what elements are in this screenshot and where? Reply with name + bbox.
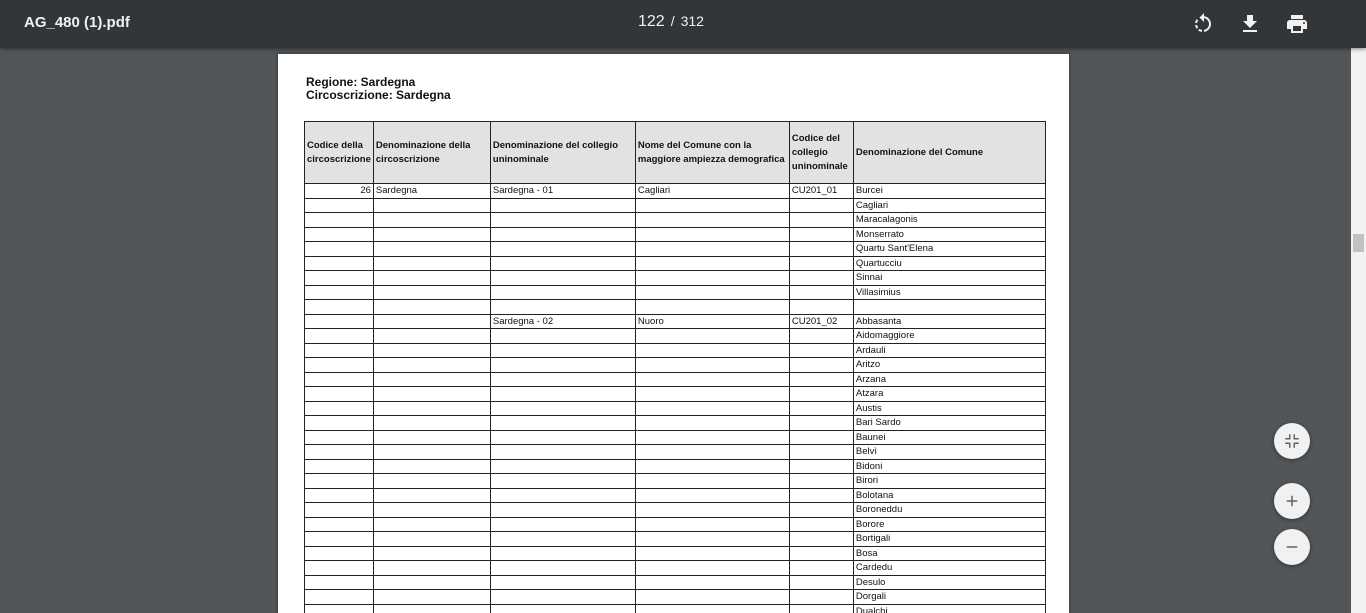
cell-collegio [490,561,635,576]
cell-comune-maggiore: Nuoro [635,314,789,329]
table-row [305,213,1046,228]
cell-denominazione-circoscrizione [373,416,490,431]
cell-comune: Boroneddu [853,503,1045,518]
table-row [305,430,1046,445]
cell-comune-maggiore [635,343,789,358]
cell-codice-circoscrizione [305,242,374,257]
rotate-icon[interactable] [1191,12,1215,36]
cell-comune-maggiore [635,227,789,242]
cell-comune-maggiore [635,416,789,431]
document-title: AG_480 (1).pdf [24,14,130,31]
table-row [305,561,1046,576]
cell-codice-collegio [789,488,853,503]
cell-codice-circoscrizione [305,590,374,605]
cell-codice-circoscrizione: 26 [305,184,374,199]
zoom-in-button[interactable] [1274,483,1310,519]
cell-codice-circoscrizione [305,459,374,474]
cell-comune: Dorgali [853,590,1045,605]
table-row [305,271,1046,286]
table-row [305,372,1046,387]
cell-comune-maggiore [635,329,789,344]
cell-collegio [490,198,635,213]
cell-collegio: Sardegna - 01 [490,184,635,199]
cell-codice-collegio [789,546,853,561]
cell-collegio [490,256,635,271]
cell-comune-maggiore [635,503,789,518]
cell-codice-circoscrizione [305,227,374,242]
cell-codice-collegio [789,358,853,373]
cell-codice-collegio [789,517,853,532]
cell-codice-circoscrizione [305,503,374,518]
cell-denominazione-circoscrizione: Sardegna [373,184,490,199]
table-row [305,575,1046,590]
cell-codice-circoscrizione [305,213,374,228]
cell-denominazione-circoscrizione [373,285,490,300]
cell-comune-maggiore [635,387,789,402]
cell-codice-circoscrizione [305,300,374,315]
cell-codice-circoscrizione [305,358,374,373]
cell-comune: Austis [853,401,1045,416]
table-row [305,401,1046,416]
cell-comune-maggiore [635,242,789,257]
cell-codice-circoscrizione [305,401,374,416]
cell-codice-collegio [789,256,853,271]
cell-collegio [490,213,635,228]
cell-collegio [490,590,635,605]
cell-collegio [490,488,635,503]
cell-codice-circoscrizione [305,430,374,445]
cell-denominazione-circoscrizione [373,430,490,445]
cell-comune: Desulo [853,575,1045,590]
pdf-toolbar [0,0,1366,48]
cell-comune: Quartucciu [853,256,1045,271]
cell-codice-circoscrizione [305,198,374,213]
cell-codice-circoscrizione [305,271,374,286]
cell-denominazione-circoscrizione [373,242,490,257]
cell-codice-collegio [789,474,853,489]
cell-comune: Aidomaggiore [853,329,1045,344]
cell-comune-maggiore [635,430,789,445]
table-row [305,256,1046,271]
cell-collegio [490,401,635,416]
cell-comune: Maracalagonis [853,213,1045,228]
cell-denominazione-circoscrizione [373,546,490,561]
header-denominazione-circoscrizione: Denominazione della circoscrizione [373,122,490,184]
cell-comune: Arzana [853,372,1045,387]
cell-codice-collegio [789,416,853,431]
cell-collegio [490,604,635,613]
cell-codice-collegio [789,271,853,286]
cell-codice-circoscrizione [305,343,374,358]
cell-comune-maggiore [635,517,789,532]
cell-collegio [490,358,635,373]
cell-codice-collegio [789,604,853,613]
page-separator: / [670,13,675,29]
cell-collegio [490,430,635,445]
cell-codice-circoscrizione [305,575,374,590]
table-row [305,488,1046,503]
cell-comune: Bortigali [853,532,1045,547]
cell-comune [853,300,1045,315]
cell-codice-circoscrizione [305,532,374,547]
table-row [305,532,1046,547]
header-codice-collegio: Codice del collegio uninominale [789,122,853,184]
vertical-scrollbar[interactable] [1351,48,1366,613]
cell-comune-maggiore [635,285,789,300]
cell-denominazione-circoscrizione [373,517,490,532]
cell-denominazione-circoscrizione [373,561,490,576]
cell-denominazione-circoscrizione [373,300,490,315]
table-row [305,474,1046,489]
collegi-table [304,121,1046,613]
cell-denominazione-circoscrizione [373,590,490,605]
header-nome-comune-maggiore: Nome del Comune con la maggiore ampiezza demografica [635,122,789,184]
page-counter [638,13,704,31]
cell-denominazione-circoscrizione [373,459,490,474]
cell-denominazione-circoscrizione [373,314,490,329]
pdf-page [278,54,1069,613]
cell-comune: Bari Sardo [853,416,1045,431]
cell-codice-collegio [789,459,853,474]
cell-collegio [490,372,635,387]
cell-comune-maggiore [635,575,789,590]
cell-collegio [490,329,635,344]
cell-comune-maggiore [635,256,789,271]
cell-denominazione-circoscrizione [373,343,490,358]
cell-codice-circoscrizione [305,488,374,503]
cell-comune: Monserrato [853,227,1045,242]
fit-to-page-icon [1283,432,1301,450]
cell-comune-maggiore [635,401,789,416]
cell-denominazione-circoscrizione [373,198,490,213]
table-row [305,358,1046,373]
cell-comune: Aritzo [853,358,1045,373]
region-heading: Regione: Sardegna [306,75,416,89]
download-icon[interactable] [1238,12,1262,36]
cell-codice-collegio [789,430,853,445]
table-row [305,343,1046,358]
cell-codice-circoscrizione [305,285,374,300]
cell-comune-maggiore [635,445,789,460]
pdf-viewer-area[interactable] [0,48,1366,613]
cell-collegio: Sardegna - 02 [490,314,635,329]
cell-comune-maggiore [635,604,789,613]
table-body [305,184,1046,613]
cell-codice-collegio [789,300,853,315]
cell-comune-maggiore [635,561,789,576]
cell-collegio [490,546,635,561]
cell-comune-maggiore [635,532,789,547]
cell-comune-maggiore [635,271,789,286]
header-codice-circoscrizione: Codice della circoscrizione [305,122,374,184]
cell-collegio [490,416,635,431]
cell-denominazione-circoscrizione [373,488,490,503]
cell-comune: Bidoni [853,459,1045,474]
table-row [305,503,1046,518]
cell-comune-maggiore [635,546,789,561]
table-row [305,184,1046,199]
cell-denominazione-circoscrizione [373,401,490,416]
zoom-in-icon [1283,492,1301,510]
page-header [306,76,451,102]
cell-codice-collegio [789,285,853,300]
cell-codice-circoscrizione [305,474,374,489]
cell-comune: Cagliari [853,198,1045,213]
cell-codice-circoscrizione [305,561,374,576]
cell-denominazione-circoscrizione [373,372,490,387]
table-row [305,445,1046,460]
cell-collegio [490,285,635,300]
cell-collegio [490,343,635,358]
cell-codice-circoscrizione [305,416,374,431]
cell-denominazione-circoscrizione [373,575,490,590]
cell-codice-collegio [789,213,853,228]
cell-codice-collegio [789,503,853,518]
zoom-out-icon [1283,538,1301,556]
cell-denominazione-circoscrizione [373,271,490,286]
cell-codice-collegio [789,387,853,402]
cell-codice-circoscrizione [305,604,374,613]
cell-collegio [490,459,635,474]
cell-denominazione-circoscrizione [373,532,490,547]
fit-to-page-button[interactable] [1274,423,1310,459]
cell-denominazione-circoscrizione [373,358,490,373]
cell-comune-maggiore [635,590,789,605]
data-table-wrapper [304,121,1046,613]
cell-codice-circoscrizione [305,329,374,344]
cell-codice-collegio [789,372,853,387]
cell-comune-maggiore [635,459,789,474]
table-row [305,198,1046,213]
scrollbar-thumb[interactable] [1353,234,1364,252]
cell-comune: Quartu Sant'Elena [853,242,1045,257]
cell-collegio [490,242,635,257]
cell-codice-circoscrizione [305,372,374,387]
cell-comune-maggiore [635,474,789,489]
table-row [305,546,1046,561]
cell-collegio [490,532,635,547]
table-row [305,242,1046,257]
table-row [305,459,1046,474]
circoscrizione-heading: Circoscrizione: Sardegna [306,88,451,102]
cell-comune-maggiore [635,372,789,387]
cell-collegio [490,575,635,590]
table-row [305,416,1046,431]
cell-comune: Villasimius [853,285,1045,300]
cell-comune: Dualchi [853,604,1045,613]
cell-codice-circoscrizione [305,387,374,402]
cell-codice-collegio [789,198,853,213]
cell-collegio [490,227,635,242]
cell-codice-collegio [789,590,853,605]
cell-comune: Ardauli [853,343,1045,358]
cell-denominazione-circoscrizione [373,329,490,344]
cell-codice-collegio: CU201_01 [789,184,853,199]
cell-comune: Burcei [853,184,1045,199]
table-row [305,300,1046,315]
cell-collegio [490,503,635,518]
cell-denominazione-circoscrizione [373,387,490,402]
cell-comune: Cardedu [853,561,1045,576]
cell-collegio [490,445,635,460]
cell-comune: Atzara [853,387,1045,402]
cell-collegio [490,271,635,286]
cell-denominazione-circoscrizione [373,604,490,613]
cell-comune: Baunei [853,430,1045,445]
table-row [305,517,1046,532]
cell-codice-circoscrizione [305,256,374,271]
cell-collegio [490,517,635,532]
header-denominazione-comune: Denominazione del Comune [853,122,1045,184]
zoom-out-button[interactable] [1274,529,1310,565]
cell-codice-circoscrizione [305,314,374,329]
cell-comune-maggiore [635,358,789,373]
cell-codice-collegio [789,561,853,576]
cell-comune-maggiore [635,213,789,228]
table-row [305,285,1046,300]
cell-comune-maggiore: Cagliari [635,184,789,199]
cell-denominazione-circoscrizione [373,445,490,460]
table-row [305,329,1046,344]
cell-comune-maggiore [635,488,789,503]
cell-comune-maggiore [635,300,789,315]
table-row [305,227,1046,242]
table-row [305,387,1046,402]
cell-comune: Borore [853,517,1045,532]
cell-comune: Bolotana [853,488,1045,503]
cell-collegio [490,474,635,489]
cell-comune: Abbasanta [853,314,1045,329]
cell-codice-collegio [789,401,853,416]
table-row [305,314,1046,329]
cell-codice-collegio [789,343,853,358]
cell-codice-circoscrizione [305,546,374,561]
cell-denominazione-circoscrizione [373,256,490,271]
cell-comune: Bosa [853,546,1045,561]
cell-denominazione-circoscrizione [373,213,490,228]
total-pages: 312 [680,13,704,29]
table-row [305,590,1046,605]
cell-comune: Sinnai [853,271,1045,286]
cell-codice-collegio [789,329,853,344]
cell-collegio [490,387,635,402]
cell-denominazione-circoscrizione [373,227,490,242]
table-header-row [305,122,1046,184]
cell-codice-collegio [789,242,853,257]
cell-codice-circoscrizione [305,517,374,532]
cell-codice-collegio [789,532,853,547]
cell-comune: Birori [853,474,1045,489]
cell-codice-collegio [789,445,853,460]
cell-codice-circoscrizione [305,445,374,460]
print-icon[interactable] [1285,12,1309,36]
current-page-number[interactable]: 122 [638,13,665,30]
cell-denominazione-circoscrizione [373,503,490,518]
cell-comune: Belvì [853,445,1045,460]
header-denominazione-collegio: Denominazione del collegio uninominale [490,122,635,184]
cell-comune-maggiore [635,198,789,213]
cell-codice-collegio [789,227,853,242]
cell-codice-collegio: CU201_02 [789,314,853,329]
cell-collegio [490,300,635,315]
cell-denominazione-circoscrizione [373,474,490,489]
cell-codice-collegio [789,575,853,590]
table-row [305,604,1046,613]
